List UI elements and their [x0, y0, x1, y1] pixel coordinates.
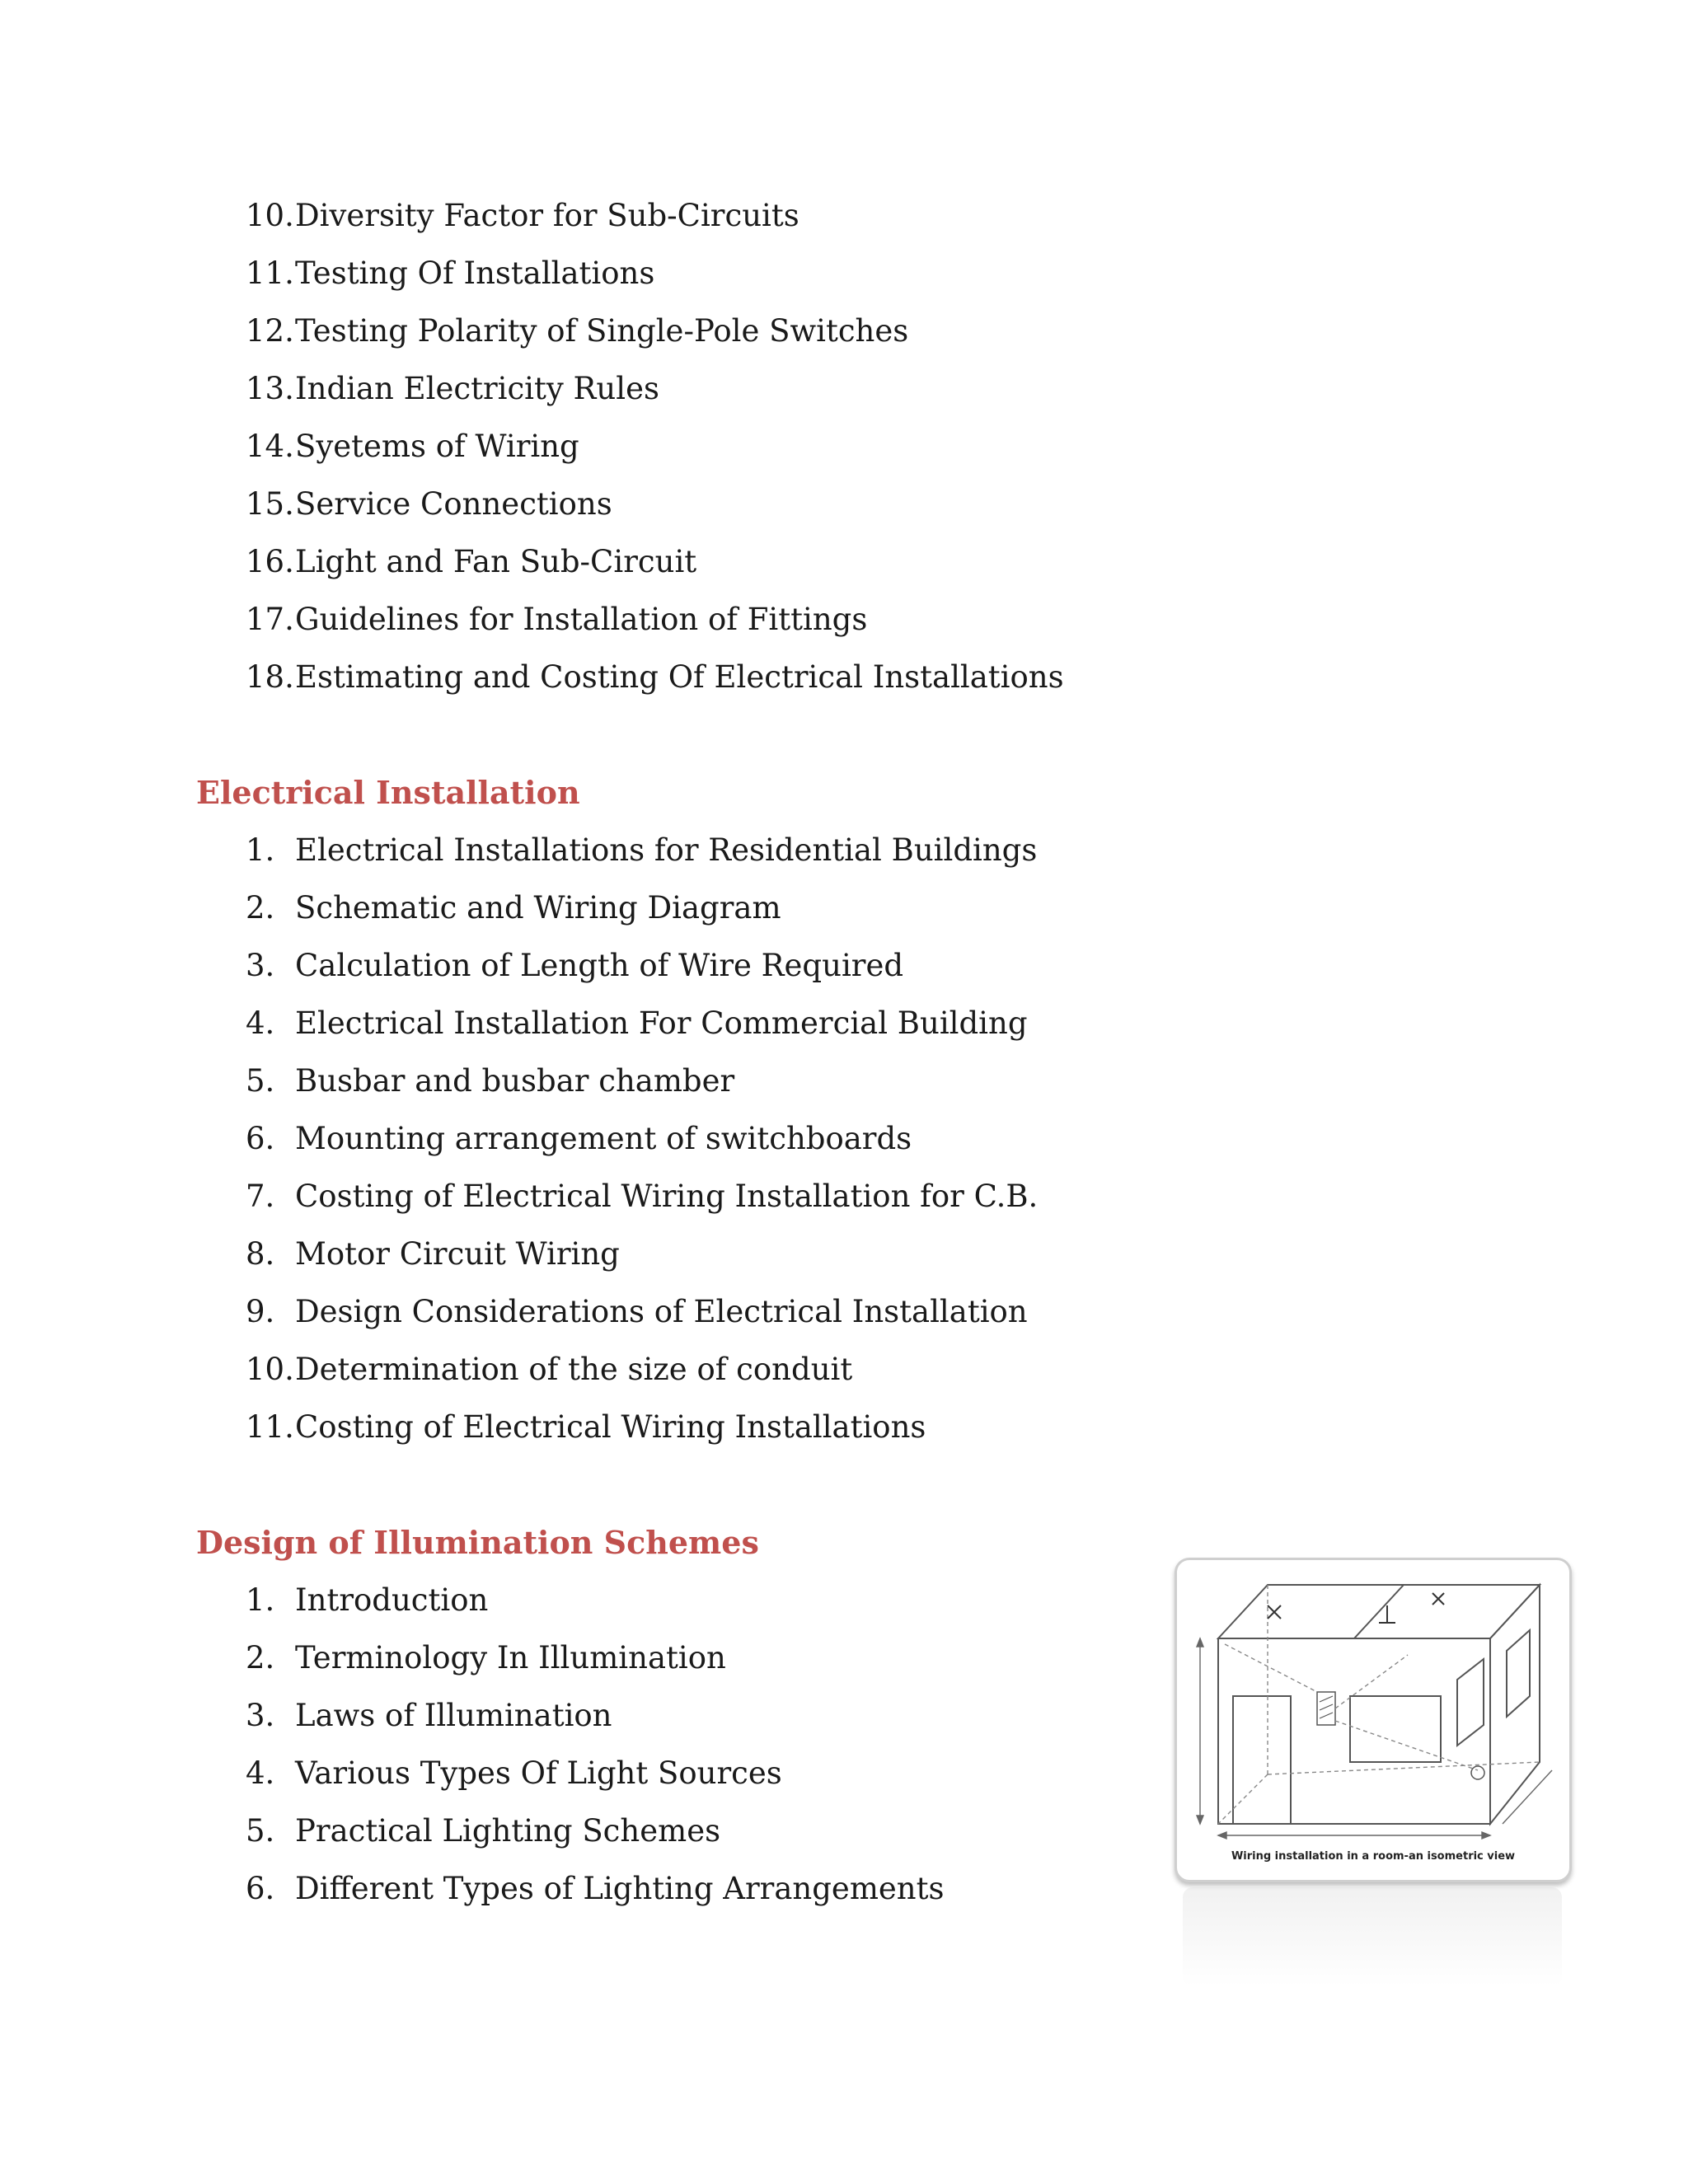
item-text: Design Considerations of Electrical Installation — [295, 1294, 1028, 1329]
dimension-arrow — [1218, 1832, 1226, 1839]
right-window-2 — [1507, 1630, 1530, 1717]
item-text: Testing Of Installations — [295, 255, 655, 291]
item-number: 11. — [246, 255, 294, 291]
item-text: Service Connections — [295, 486, 612, 522]
item-text: Light and Fan Sub-Circuit — [295, 544, 697, 579]
item-text: Calculation of Length of Wire Required — [295, 948, 904, 983]
item-number: 7. — [246, 1179, 275, 1214]
item-text: Mounting arrangement of switchboards — [295, 1121, 912, 1156]
item-text: Determination of the size of conduit — [295, 1352, 853, 1387]
item-text: Costing of Electrical Wiring Installation for C.B. — [295, 1179, 1039, 1214]
item-number: 2. — [246, 1640, 275, 1675]
switch-board — [1317, 1692, 1335, 1725]
figure-reflection — [1183, 1887, 1562, 1986]
item-number: 8. — [246, 1236, 275, 1272]
item-number: 12. — [246, 313, 294, 349]
item-text: Various Types Of Light Sources — [295, 1755, 782, 1791]
item-number: 1. — [246, 1582, 275, 1618]
right-window-1 — [1457, 1659, 1484, 1746]
item-number: 6. — [246, 1871, 275, 1906]
item-text: Terminology In Illumination — [295, 1640, 726, 1675]
item-number: 10. — [246, 1352, 294, 1387]
room-right-face — [1490, 1585, 1540, 1824]
item-number: 4. — [246, 1005, 275, 1041]
item-number: 3. — [246, 1698, 275, 1733]
wiring-isometric-figure — [1175, 1558, 1578, 1879]
item-text: Electrical Installations for Residential Buildings — [295, 832, 1038, 868]
item-text: Practical Lighting Schemes — [295, 1813, 721, 1849]
item-number: 16. — [246, 544, 294, 579]
item-number: 4. — [246, 1755, 275, 1791]
item-number: 6. — [246, 1121, 275, 1156]
item-text: Diversity Factor for Sub-Circuits — [295, 198, 799, 233]
item-text: Electrical Installation For Commercial Building — [295, 1005, 1028, 1041]
item-text: Guidelines for Installation of Fittings — [295, 602, 868, 637]
item-text: Testing Polarity of Single-Pole Switches — [295, 313, 909, 349]
wiring-run — [1335, 1655, 1408, 1708]
item-text: Laws of Illumination — [295, 1698, 612, 1733]
item-text: Different Types of Lighting Arrangements — [295, 1871, 945, 1906]
dimension-arrow — [1197, 1816, 1203, 1824]
item-number: 3. — [246, 948, 275, 983]
item-number: 1. — [246, 832, 275, 868]
section-heading-illumination-schemes: Design of Illumination Schemes — [196, 1524, 759, 1561]
item-number: 5. — [246, 1063, 275, 1099]
item-text: Indian Electricity Rules — [295, 371, 659, 406]
item-text: Introduction — [295, 1582, 489, 1618]
room-front-face — [1218, 1638, 1490, 1824]
socket — [1471, 1766, 1484, 1779]
dimension-arrow — [1197, 1638, 1203, 1647]
item-number: 13. — [246, 371, 294, 406]
hidden-edge — [1218, 1774, 1268, 1824]
item-text: Busbar and busbar chamber — [295, 1063, 735, 1099]
item-number: 18. — [246, 659, 294, 695]
figure-caption: Wiring installation in a room-an isometric view — [1231, 1850, 1516, 1863]
item-number: 15. — [246, 486, 294, 522]
item-number: 9. — [246, 1294, 275, 1329]
item-text: Costing of Electrical Wiring Installations — [295, 1409, 926, 1445]
dimension-arrow — [1482, 1832, 1490, 1839]
item-text: Motor Circuit Wiring — [295, 1236, 620, 1272]
item-number: 10. — [246, 198, 294, 233]
item-number: 14. — [246, 429, 294, 464]
room-isometric-drawing — [1177, 1560, 1569, 1844]
door — [1233, 1696, 1291, 1824]
item-number: 17. — [246, 602, 294, 637]
item-number: 11. — [246, 1409, 294, 1445]
section-heading-electrical-installation: Electrical Installation — [196, 774, 580, 811]
wiring-run — [1225, 1644, 1317, 1692]
ceiling-divider — [1354, 1585, 1404, 1638]
item-text: Syetems of Wiring — [295, 429, 579, 464]
item-text: Estimating and Costing Of Electrical Installations — [295, 659, 1064, 695]
item-number: 2. — [246, 890, 275, 926]
item-text: Schematic and Wiring Diagram — [295, 890, 781, 926]
hidden-edge — [1268, 1762, 1540, 1774]
item-number: 5. — [246, 1813, 275, 1849]
figure-card — [1175, 1558, 1572, 1882]
